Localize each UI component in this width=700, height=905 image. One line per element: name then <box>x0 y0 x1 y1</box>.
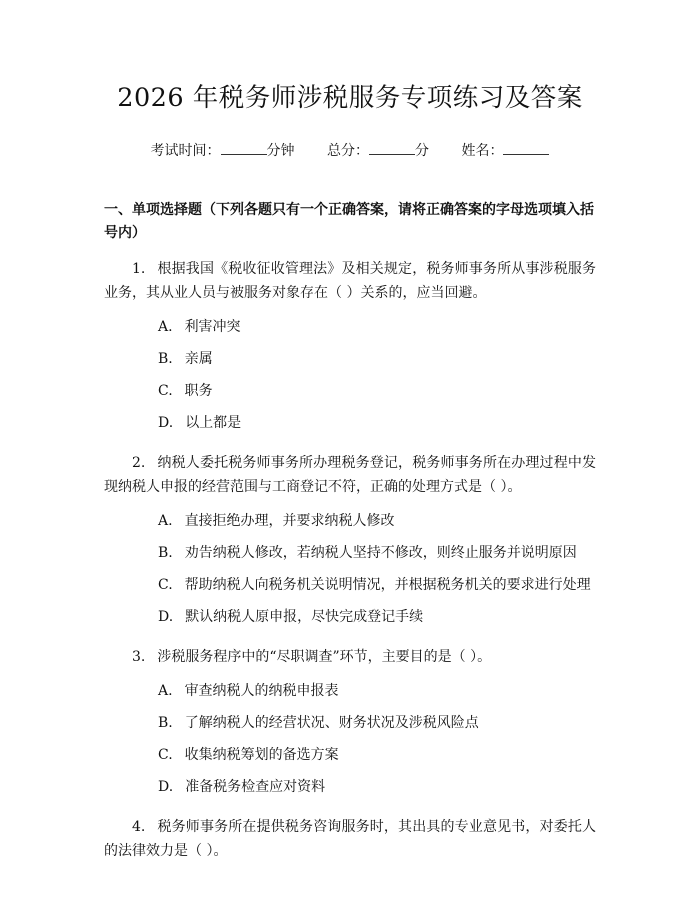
option-c <box>158 569 596 601</box>
option-text: 利害冲突 <box>184 319 241 335</box>
time-unit: 分钟 <box>266 143 295 159</box>
question-text: 根据我国《税收征收管理法》及相关规定，税务师事务所从事涉税服务业务，其从业人员与被服务对象存在（ ）关系的，应当回避。 <box>104 261 596 301</box>
option-text: 准备税务检查应对资料 <box>185 779 326 795</box>
option-text: 帮助纳税人向税务机关说明情况，并根据税务机关的要求进行处理 <box>184 577 591 593</box>
exam-time <box>151 140 295 161</box>
question-number: 4. <box>132 819 146 835</box>
question-number: 2. <box>132 455 146 471</box>
score-blank <box>369 140 415 155</box>
question-2 <box>104 451 596 499</box>
question-text: 税务师事务所在提供税务咨询服务时，其出具的专业意见书，对委托人的法律效力是（ ）。 <box>104 819 596 859</box>
option-text: 劝告纳税人修改，若纳税人坚持不修改，则终止服务并说明原因 <box>184 545 577 561</box>
name-blank <box>503 140 549 155</box>
option-letter: A. <box>158 683 173 699</box>
option-letter: D. <box>158 609 174 625</box>
option-letter: B. <box>158 351 173 367</box>
option-text: 收集纳税筹划的备选方案 <box>184 747 339 763</box>
option-letter: B. <box>158 545 173 561</box>
question-3 <box>104 645 596 669</box>
question-1 <box>104 257 596 305</box>
option-b <box>158 343 596 375</box>
total-score <box>327 140 429 161</box>
time-label: 考试时间： <box>150 143 221 159</box>
option-text: 了解纳税人的经营状况、财务状况及涉税风险点 <box>184 715 479 731</box>
option-d <box>158 601 596 633</box>
question-list <box>104 257 596 863</box>
question-text: 纳税人委托税务师事务所办理税务登记，税务师事务所在办理过程中发现纳税人申报的经营范围与工商登记不符，正确的处理方式是（ ）。 <box>104 455 596 495</box>
option-text: 以上都是 <box>185 415 242 431</box>
question-3-options <box>104 675 596 803</box>
question-number: 3. <box>132 649 146 665</box>
section-heading: 一、单项选择题（下列各题只有一个正确答案，请将正确答案的字母选项填入括号内） <box>104 202 594 241</box>
option-c <box>158 375 596 407</box>
score-unit: 分 <box>415 143 429 159</box>
option-text: 默认纳税人原申报，尽快完成登记手续 <box>185 609 424 625</box>
option-letter: C. <box>158 383 173 399</box>
option-a <box>158 505 596 537</box>
option-letter: D. <box>158 779 174 795</box>
option-d <box>158 407 596 439</box>
option-c <box>158 739 596 771</box>
option-text: 职务 <box>184 383 213 399</box>
option-letter: C. <box>158 747 173 763</box>
name-label: 姓名： <box>461 143 504 159</box>
student-name <box>461 140 549 161</box>
option-text: 亲属 <box>184 351 213 367</box>
option-text: 直接拒绝办理，并要求纳税人修改 <box>184 513 395 529</box>
option-b <box>158 707 596 739</box>
option-letter: A. <box>158 513 173 529</box>
question-text: 涉税服务程序中的“尽职调查”环节，主要目的是（ ）。 <box>157 649 492 665</box>
question-number: 1. <box>132 261 146 277</box>
option-letter: D. <box>158 415 174 431</box>
question-4 <box>104 815 596 863</box>
option-letter: A. <box>158 319 173 335</box>
option-text: 审查纳税人的纳税申报表 <box>184 683 339 699</box>
option-d <box>158 771 596 803</box>
option-b <box>158 537 596 569</box>
option-letter: B. <box>158 715 173 731</box>
question-2-options <box>104 505 596 633</box>
time-blank <box>221 140 267 155</box>
exam-meta <box>104 140 596 161</box>
score-label: 总分： <box>327 143 369 159</box>
option-a <box>158 675 596 707</box>
option-a <box>158 311 596 343</box>
question-1-options <box>104 311 596 439</box>
option-letter: C. <box>158 577 173 593</box>
page-title: 2026 年税务师涉税服务专项练习及答案 <box>117 83 583 113</box>
